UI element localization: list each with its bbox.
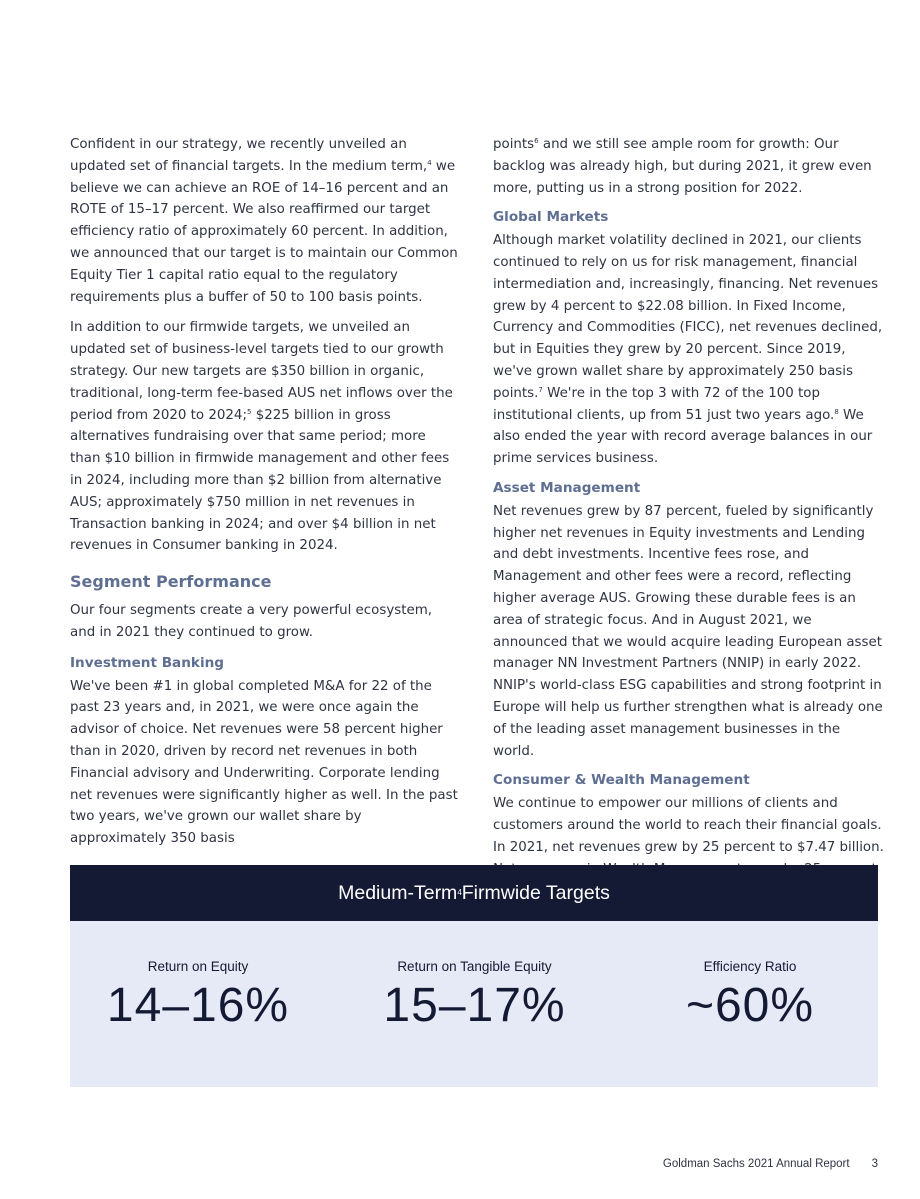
asset-management-heading: Asset Management	[493, 479, 641, 496]
targets-box-title: Medium-Term 4 Firmwide Targets	[70, 865, 878, 921]
investment-banking-heading: Investment Banking	[70, 654, 225, 671]
target-label: Return on Equity	[147, 959, 249, 974]
target-roe	[86, 959, 310, 1033]
text: points	[493, 137, 535, 152]
target-efficiency	[638, 959, 862, 1033]
right-column	[493, 134, 885, 889]
paragraph-global-markets	[493, 230, 885, 470]
footnote-ref[interactable]: 7	[538, 385, 543, 394]
text: We also ended the year with record average balances in our prime services business.	[493, 407, 873, 467]
paragraph-asset-management: Net revenues grew by 87 percent, fueled by significantly higher net revenues in Equity investments and Lending and debt investments. Incentive fees rose, and Management and other fees were a record, reflecting higher average AUS. Growing these durable fees is an area of strategic focus. And in August 2021, we announced that we would acquire leading European asset manager NN Investment Partners (NNIP) in early 2022. NNIP's world-class ESG capabilities and strong footprint in Europe will help us further strengthen what is already one of the leading asset management businesses in the world.	[493, 503, 883, 759]
paragraph-business-targets	[70, 317, 458, 557]
footnote-ref[interactable]: 4	[427, 158, 432, 167]
text: we believe we can achieve an ROE of 14–16 percent and an ROTE of 15–17 percent. We also reaffirmed our target efficiency ratio of approximately 60 percent. In addition, we announced that our target is to maintain our Common Equity Tier 1 capital ratio equal to the regulatory requirements plus a buffer of 50 to 100 basis points.	[70, 158, 458, 305]
footnote-ref[interactable]: 6	[534, 137, 539, 145]
text: In addition to our firmwide targets, we unveiled an updated set of business-level targets tied to our growth strategy. Our new targets are $350 billion in organic, traditional, long-term fee-based AUS net inflows over the period from 2020 to 2024;	[70, 320, 453, 423]
target-label: Return on Tangible Equity	[397, 959, 552, 974]
report-title: Goldman Sachs 2021 Annual Report	[662, 1158, 850, 1170]
left-column	[70, 134, 458, 859]
footnote-ref[interactable]: 8	[834, 407, 839, 416]
footnote-ref[interactable]: 5	[246, 407, 252, 416]
paragraph-consumer-wealth: We continue to empower our millions of clients and customers around the world to reach their financial goals. In 2021, net revenues grew by 25 percent to $7.47 billion.	[493, 796, 884, 855]
paragraph-segments: Our four segments create a very powerful ecosystem, and in 2021 they continued to grow.	[70, 603, 433, 640]
title-text: Firmwide Targets	[461, 881, 610, 904]
page-footer	[663, 1158, 878, 1170]
text: Although market volatility declined in 2021, our clients continued to rely on us for risk management, financial intermediation and, increasingly, financing. Net revenues grew by 4 percent to $22.08 billion. In Fixed Income, Currency and Commodities (FICC), net revenues declined, but in Equities they grew by 20 percent. Since 2019, we've grown wallet share by approximately 250 basis points.	[493, 233, 883, 401]
target-rote	[361, 959, 588, 1033]
title-text: Medium-Term	[338, 881, 458, 904]
paragraph-ib-continued	[493, 134, 885, 199]
paragraph-investment-banking: We've been #1 in global completed M&A for 22 of the past 23 years and, in 2021, we were once again the advisor of choice. Net revenues were 58 percent higher than in 2020, driven by record net revenues in both Financial advisory and Underwriting. Corporate lending net revenues were significantly higher as well. In the past two years, we've grown our wallet share by approximately 350 basis	[70, 678, 458, 847]
segment-performance-heading: Segment Performance	[70, 572, 272, 592]
text: Confident in our strategy, we recently unveiled an updated set of financial targets. In the medium term,	[70, 137, 428, 174]
target-value: 14–16%	[106, 979, 290, 1032]
targets-box	[70, 921, 878, 1087]
target-value: ~60%	[685, 979, 815, 1032]
target-value: 15–17%	[383, 979, 566, 1032]
target-label: Efficiency Ratio	[703, 959, 797, 974]
text: $225 billion in gross alternatives fundraising over that same period; more than $10 billion in firmwide management and other fees in 2024, including more than $2 billion from alternative AUS; approximately $750 million in net revenues in Transaction banking in 2024; and over $4 billion in net revenues in Consumer banking in 2024.	[70, 407, 450, 554]
page-number: 3	[871, 1158, 878, 1170]
text: We're in the top 3 with 72 of the 100 top institutional clients, up from 51 just two years ago.	[493, 385, 835, 423]
paragraph-financial-targets	[70, 134, 458, 308]
global-markets-heading: Global Markets	[493, 209, 609, 226]
consumer-wealth-heading: Consumer & Wealth Management	[493, 772, 750, 789]
text: and we still see ample room for growth: Our backlog was already high, but during 2021, it grew even more, putting us in a strong position for 2022.	[493, 137, 872, 196]
